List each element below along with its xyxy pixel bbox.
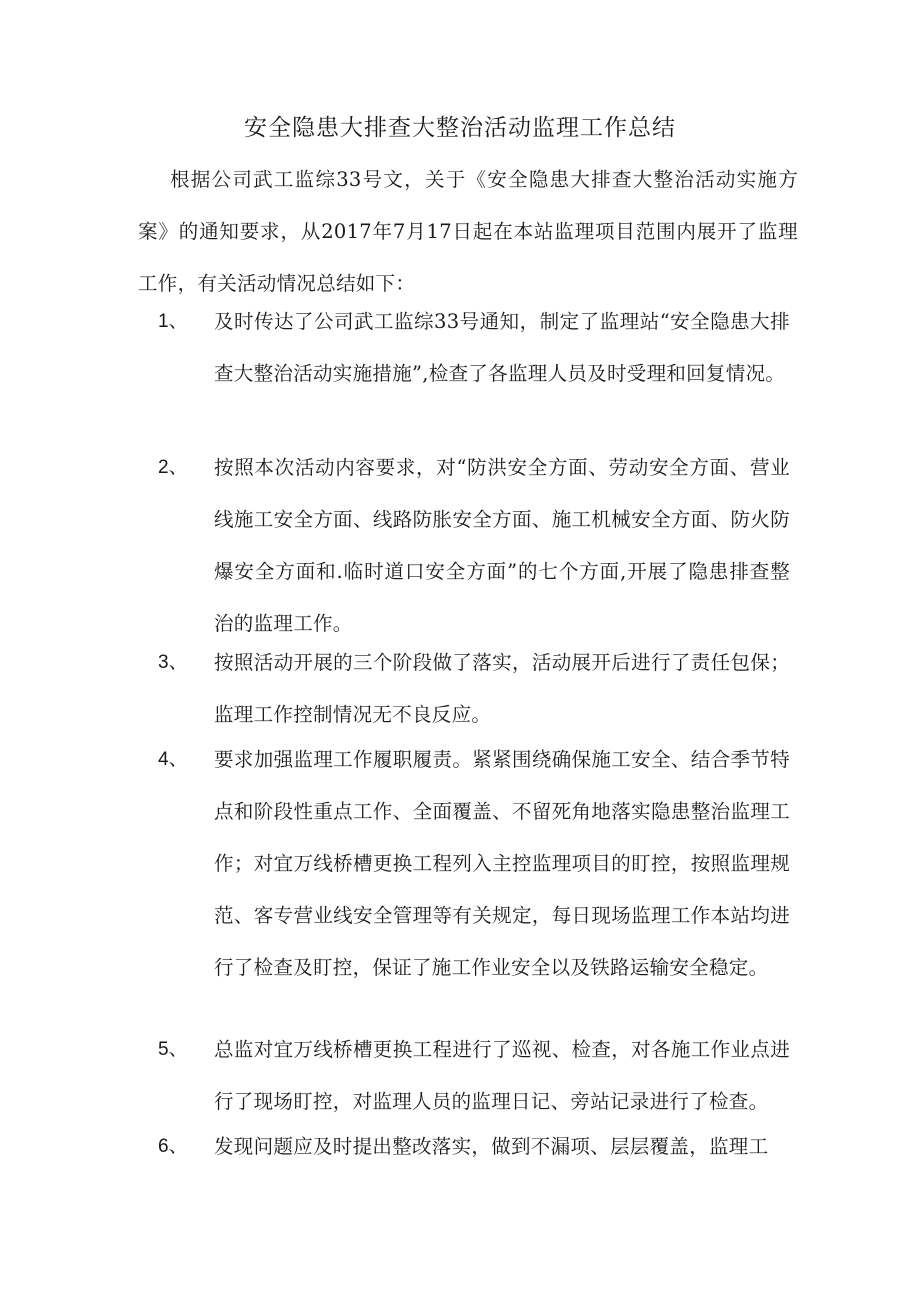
item-text: 按照本次活动内容要求，对“防洪安全方面、劳动安全方面、营业线施工安全方面、线路防胀安全方面、施工机械安全方面、防火防爆安全方面和.临时道口安全方面”的七个方面,开展了隐患排查整治的监理工作。 bbox=[214, 456, 790, 635]
item-number: 6、 bbox=[158, 1136, 188, 1157]
item-number: 5、 bbox=[158, 1039, 188, 1060]
item-text: 要求加强监理工作履职履责。紧紧围绕确保施工安全、结合季节特点和阶段性重点工作、全面覆盖、不留死角地落实隐患整治监理工作；对宜万线桥槽更换工程列入主控监理项目的盯控，按照监理规范、客专营业线安全管理等有关规定，每日现场监理工作本站均进行了检查及盯控，保证了施工作业安全以及铁路运输安全稳定。 bbox=[214, 748, 790, 979]
item-text: 总监对宜万线桥槽更换工程进行了巡视、检查，对各施工作业点进行了现场盯控，对监理人员的监理日记、旁站记录进行了检查。 bbox=[214, 1038, 790, 1113]
item-text: 发现问题应及时提出整改落实，做到不漏项、层层覆盖，监理工 bbox=[214, 1135, 769, 1158]
item-number: 4、 bbox=[158, 749, 188, 770]
document-title: 安全隐患大排查大整治活动监理工作总结 bbox=[244, 115, 676, 141]
item-number: 3、 bbox=[158, 652, 188, 673]
item-text: 及时传达了公司武工监综33号通知，制定了监理站“安全隐患大排查大整治活动实施措施”,检查了各监理人员及时受理和回复情况。 bbox=[214, 310, 790, 385]
intro-paragraph: 根据公司武工监综33号文，关于《安全隐患大排查大整治活动实施方案》的通知要求，从2017年7月17日起在本站监理项目范围内展开了监理工作，有关活动情况总结如下： bbox=[138, 168, 798, 295]
item-text: 按照活动开展的三个阶段做了落实，活动展开后进行了责任包保；监理工作控制情况无不良反应。 bbox=[214, 651, 790, 726]
item-number: 2、 bbox=[158, 457, 188, 478]
item-number: 1、 bbox=[158, 311, 188, 332]
